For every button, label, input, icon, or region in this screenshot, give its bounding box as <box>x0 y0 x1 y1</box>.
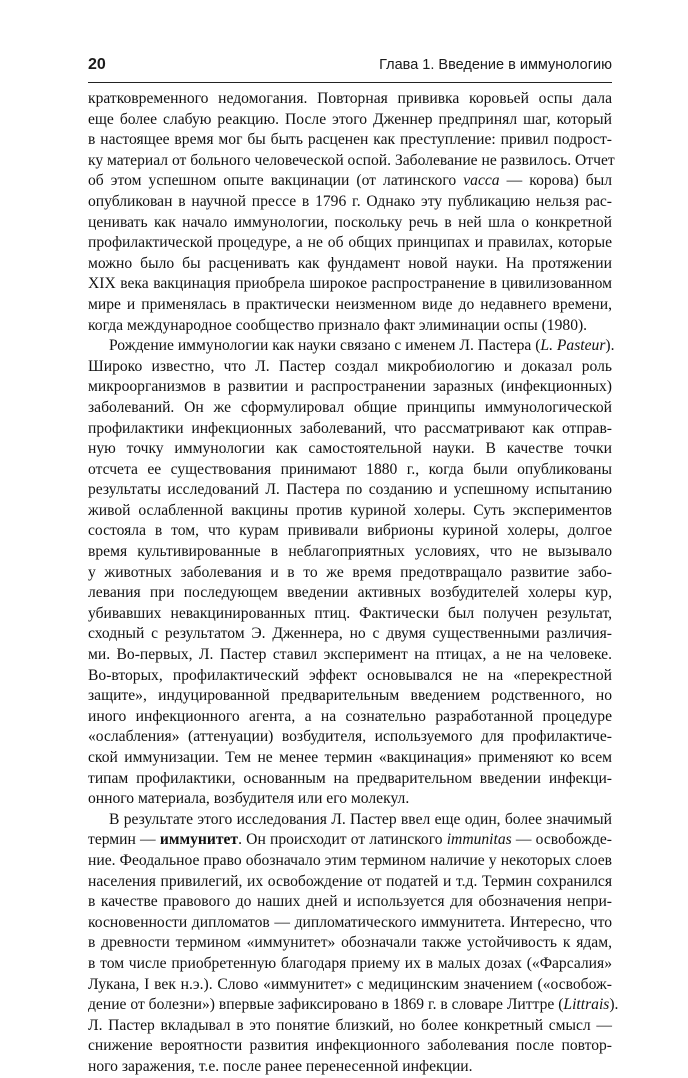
text-line: время культивированные в неблагоприятных условиях, что не вызывало <box>88 543 612 561</box>
text-line: убивавших невакцинированных птиц. Фактически был получен результат, <box>88 604 612 622</box>
text-line: заболеваний. Он же сформулировал общие принципы иммунологической <box>88 398 612 416</box>
text-line: защите», индуцированной предварительным введением родственного, но <box>88 687 612 705</box>
text-line: Лукана, I век н.э.). Слово «иммунитет» с медицинским значением («освобож- <box>88 975 612 993</box>
text-line: ную точку иммунологии как самостоятельной науки. В качестве точки <box>88 440 612 458</box>
text-line: косновенности дипломатов — дипломатического иммунитета. Интересно, что <box>88 913 612 931</box>
text-line: иного инфекционного агента, а на сознательно разработанной процедуре <box>88 707 612 725</box>
text-line: опубликован в научной прессе в 1796 г. Однако эту публикацию нельзя рас- <box>88 192 612 210</box>
text-line: профилактической процедуре, а не об общих принципах и правилах, которые <box>88 234 612 252</box>
text-line: в настоящее время мог бы быть расценен как преступление: привил подрост- <box>88 131 612 149</box>
text-line: в древности термином «иммунитет» обозначали также устойчивость к ядам, <box>88 934 612 952</box>
text-line: живой ослабленной вакцины против куриной холеры. Суть экспериментов <box>88 501 612 519</box>
text-line: термин — иммунитет. Он происходит от латинского immunitas — освобожде- <box>88 831 613 849</box>
text-line: Во-вторых, профилактический эффект основывался не на «перекрестной <box>88 666 612 684</box>
text-line: сходный с результатом Э. Дженнера, но с двумя существенными различия- <box>88 625 612 643</box>
text-line: еще более слабую реакцию. После этого Дженнер предпринял шаг, который <box>88 110 612 128</box>
text-line: ской иммунизации. Тем не менее термин «вакцинация» применяют ко всем <box>88 749 612 766</box>
text-line: населения привилегий, их освобождение от податей и т.д. Термин сохранился <box>88 872 612 890</box>
text-line: микроорганизмов в развитии и распространении заразных (инфекционных) <box>88 378 612 396</box>
running-header <box>88 52 612 83</box>
text-line: ние. Феодальное право обозначало этим термином наличие у некоторых слоев <box>88 851 612 869</box>
text-line: снижение вероятности развития инфекционного заболевания после повтор- <box>88 1037 612 1055</box>
page-number: 20 <box>88 56 106 73</box>
text-line: результаты исследований Л. Пастера по созданию и успешному испытанию <box>88 481 612 499</box>
text-line: профилактики инфекционных заболеваний, что рассматривают как отправ- <box>88 419 612 437</box>
paragraph-p1 <box>88 89 615 336</box>
text-line: об этом успешном опыте вакцинации (от латинского vacca — корова) был <box>88 172 612 190</box>
text-line: ми. Во-первых, Л. Пастер ставил эксперимент на птицах, а не на человеке. <box>88 646 612 664</box>
text-line: в качестве правового до наших дней и используется для обозначения непри- <box>88 893 612 911</box>
body-text <box>88 89 619 1078</box>
text-line: В результате этого исследования Л. Пастер ввел еще один, более значимый <box>109 810 612 828</box>
text-line: мире и применялась в практически неизменном виде до недавнего времени, <box>88 295 612 313</box>
text-line: у животных заболевания и в то же время предотвращало развитие забо- <box>88 563 612 581</box>
text-line: когда международное сообщество признало факт элиминации оспы (1980). <box>88 316 588 334</box>
text-line: Л. Пастер вкладывал в это понятие близкий, но более конкретный смысл — <box>88 1016 612 1034</box>
text-line: кратковременного недомогания. Повторная прививка коровьей оспы дала <box>88 90 612 107</box>
text-line: ценивать как начало иммунологии, поскольку речь в ней шла о конкретной <box>88 213 612 231</box>
text-line: можно было бы расценивать как фундамент новой науки. На протяжении <box>88 254 612 272</box>
text-line: ного заражения, т.е. после ранее перенесенной инфекции. <box>88 1057 473 1075</box>
text-line: в том числе приобретенную благодаря приему их в малых дозах («Фарсалия» <box>88 954 612 972</box>
text-line: XIX века вакцинация приобрела широкое распространение в цивилизованном <box>88 275 612 293</box>
chapter-title: Глава 1. Введение в иммунологию <box>379 57 612 73</box>
text-line: левания при последующем введении активных возбудителей холеры кур, <box>88 584 612 602</box>
text-line: состояла в том, что курам прививали вибрионы куриной холеры, долгое <box>88 522 612 540</box>
paragraph-p3 <box>88 810 619 1078</box>
text-line: ку материал от больного человеческой оспой. Заболевание не развилось. Отчет <box>88 151 615 169</box>
paragraph-p2 <box>88 336 615 810</box>
text-line: отсчета ее существования принимают 1880 г., когда были опубликованы <box>88 460 612 478</box>
text-line: «ослабления» (аттенуации) возбудителя, используемого для профилактиче- <box>88 728 612 746</box>
text-line: типам профилактики, основанным на предварительном введении инфекци- <box>88 769 612 787</box>
text-line: онного материала, возбудителя или его молекул. <box>88 790 410 808</box>
text-line: Широко известно, что Л. Пастер создал микробиологию и доказал роль <box>88 357 612 375</box>
text-line: Рождение иммунологии как науки связано с именем Л. Пастера (L. Pasteur). <box>109 337 615 355</box>
text-line: дение от болезни») впервые зафиксировано в 1869 г. в словаре Литтре (Littrais). <box>88 996 619 1014</box>
